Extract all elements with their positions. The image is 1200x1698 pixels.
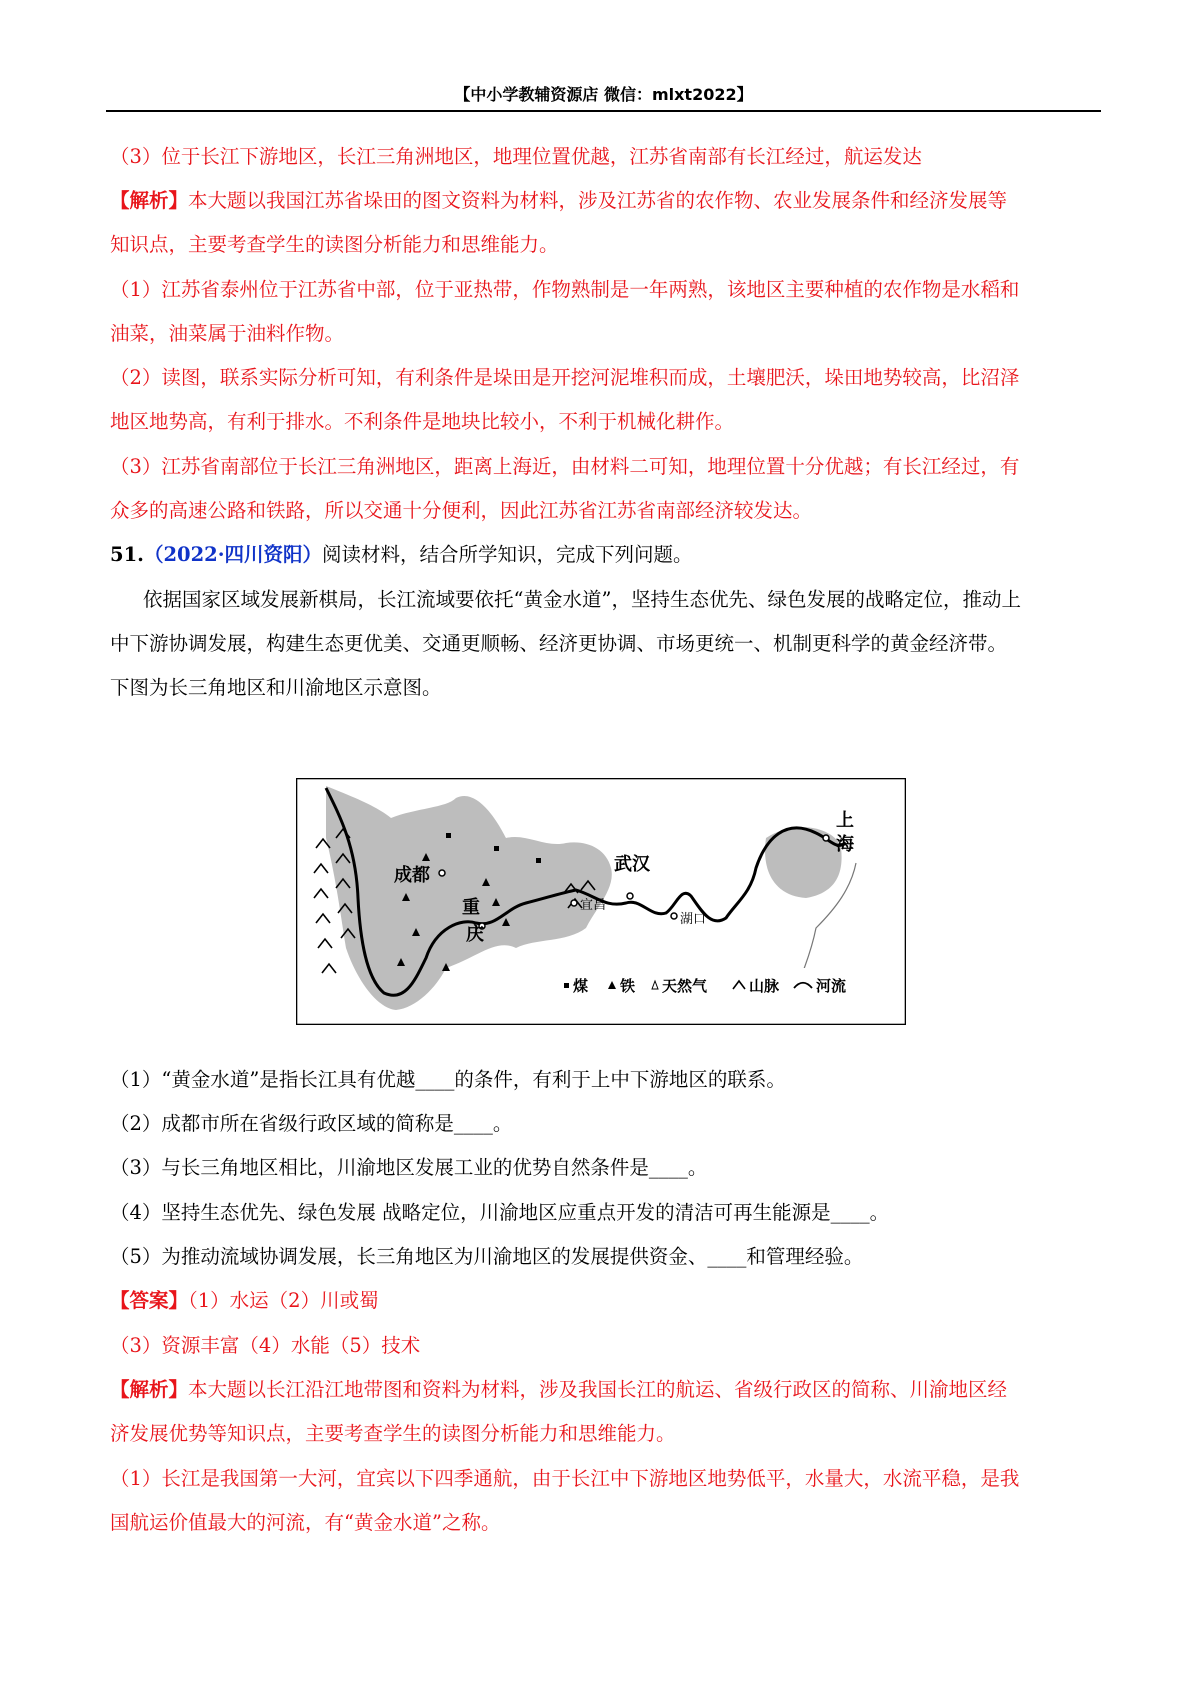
legend-gas: 天然气 [662,978,708,995]
prev-analysis-p2-1: （2）读图，联系实际分析可知，有利条件是垛田是开挖河泥堆积而成，土壤肥沃，垛田地势较高，比沼泽 [110,366,1020,389]
question-source: （2022·四川资阳） [143,543,322,566]
prev-analysis-p1-2: 油菜，油菜属于油料作物。 [110,322,345,345]
prev-analysis-intro-2: 知识点，主要考查学生的读图分析能力和思维能力。 [110,233,559,256]
answer-line-2: （3）资源丰富（4）水能（5）技术 [110,1334,421,1357]
label-shanghai-1: 上 [836,810,854,830]
prev-analysis-p1-1: （1）江苏省泰州位于江苏省中部，位于亚热带，作物熟制是一年两熟，该地区主要种植的农作物是水稻和 [110,278,1020,301]
prev-analysis-intro-1 [110,189,1100,213]
prev-analysis-p2-2: 地区地势高，有利于排水。不利条件是地块比较小，不利于机械化耕作。 [110,410,735,433]
map-legend [559,968,904,1023]
label-hukou: 湖口 [680,911,707,926]
yangtze-region-map [296,778,906,1025]
question-prompt: 阅读材料，结合所学知识，完成下列问题。 [322,543,693,566]
analysis-p1-2: 国航运价值最大的河流，有“黄金水道”之称。 [110,1511,501,1534]
page-header: 【中小学教辅资源店 微信：mlxt2022】 [106,82,1101,112]
answer-text-1: （1）水运（2）川或蜀 [188,1289,379,1312]
sub-question-2: （2）成都市所在省级行政区域的简称是____。 [110,1112,513,1135]
prev-analysis-p3-2: 众多的高速公路和铁路，所以交通十分便利，因此江苏省江苏省南部经济较发达。 [110,499,813,522]
prev-analysis-p3-1: （3）江苏省南部位于长江三角洲地区，距离上海近，由材料二可知，地理位置十分优越；有长江经过，有 [110,455,1020,478]
analysis-tag: 【解析】 [110,189,189,212]
analysis-intro-1 [110,1378,1100,1402]
prev-answer-line-3: （3）位于长江下游地区，长江三角洲地区，地理位置优越，江苏省南部有长江经过，航运发达 [110,145,922,168]
legend-river: 河流 [816,978,847,995]
legend-mountain: 山脉 [749,978,780,995]
label-chengdu: 成都 [394,865,430,885]
prev-analysis-intro-text: 本大题以我国江苏省垛田的图文资料为材料，涉及江苏省的农作物、农业发展条件和经济发展等 [188,189,1008,212]
answer-line-1 [110,1289,1100,1313]
label-yichang: 宜昌 [580,897,607,912]
sub-question-1: （1）“黄金水道”是指长江具有优越____的条件，有利于上中下游地区的联系。 [110,1068,786,1091]
question-heading [110,543,1100,567]
label-wuhan: 武汉 [614,854,650,874]
legend-iron: 铁 [620,978,636,995]
label-chongqing-1: 重 [462,897,480,917]
material-line-2: 中下游协调发展，构建生态更优美、交通更顺畅、经济更协调、市场更统一、机制更科学的黄金经济带。 [110,632,1008,655]
analysis-intro-text: 本大题以长江沿江地带图和资料为材料，涉及我国长江的航运、省级行政区的简称、川渝地区经 [188,1378,1008,1401]
sub-question-4: （4）坚持生态优先、绿色发展 战略定位，川渝地区应重点开发的清洁可再生能源是____。 [110,1201,890,1224]
sub-question-3: （3）与长三角地区相比，川渝地区发展工业的优势自然条件是____。 [110,1156,708,1179]
analysis-tag-2: 【解析】 [110,1378,189,1401]
label-chongqing-2: 庆 [466,924,484,944]
material-line-3: 下图为长三角地区和川渝地区示意图。 [110,676,442,699]
legend-coal-icon [564,983,569,988]
material-line-1: 依据国家区域发展新棋局，长江流域要依托“黄金水道”，坚持生态优先、绿色发展的战略定位，推动上 [143,588,1021,611]
analysis-p1-1: （1）长江是我国第一大河，宜宾以下四季通航，由于长江中下游地区地势低平，水量大，水流平稳，是我 [110,1467,1020,1490]
answer-tag: 【答案】 [110,1289,189,1312]
legend-coal: 煤 [573,978,589,995]
question-number: 51. [110,543,144,566]
label-shanghai-2: 海 [836,834,854,854]
sub-question-5: （5）为推动流域协调发展，长三角地区为川渝地区的发展提供资金、____和管理经验。 [110,1245,864,1268]
analysis-intro-2: 济发展优势等知识点，主要考查学生的读图分析能力和思维能力。 [110,1422,676,1445]
